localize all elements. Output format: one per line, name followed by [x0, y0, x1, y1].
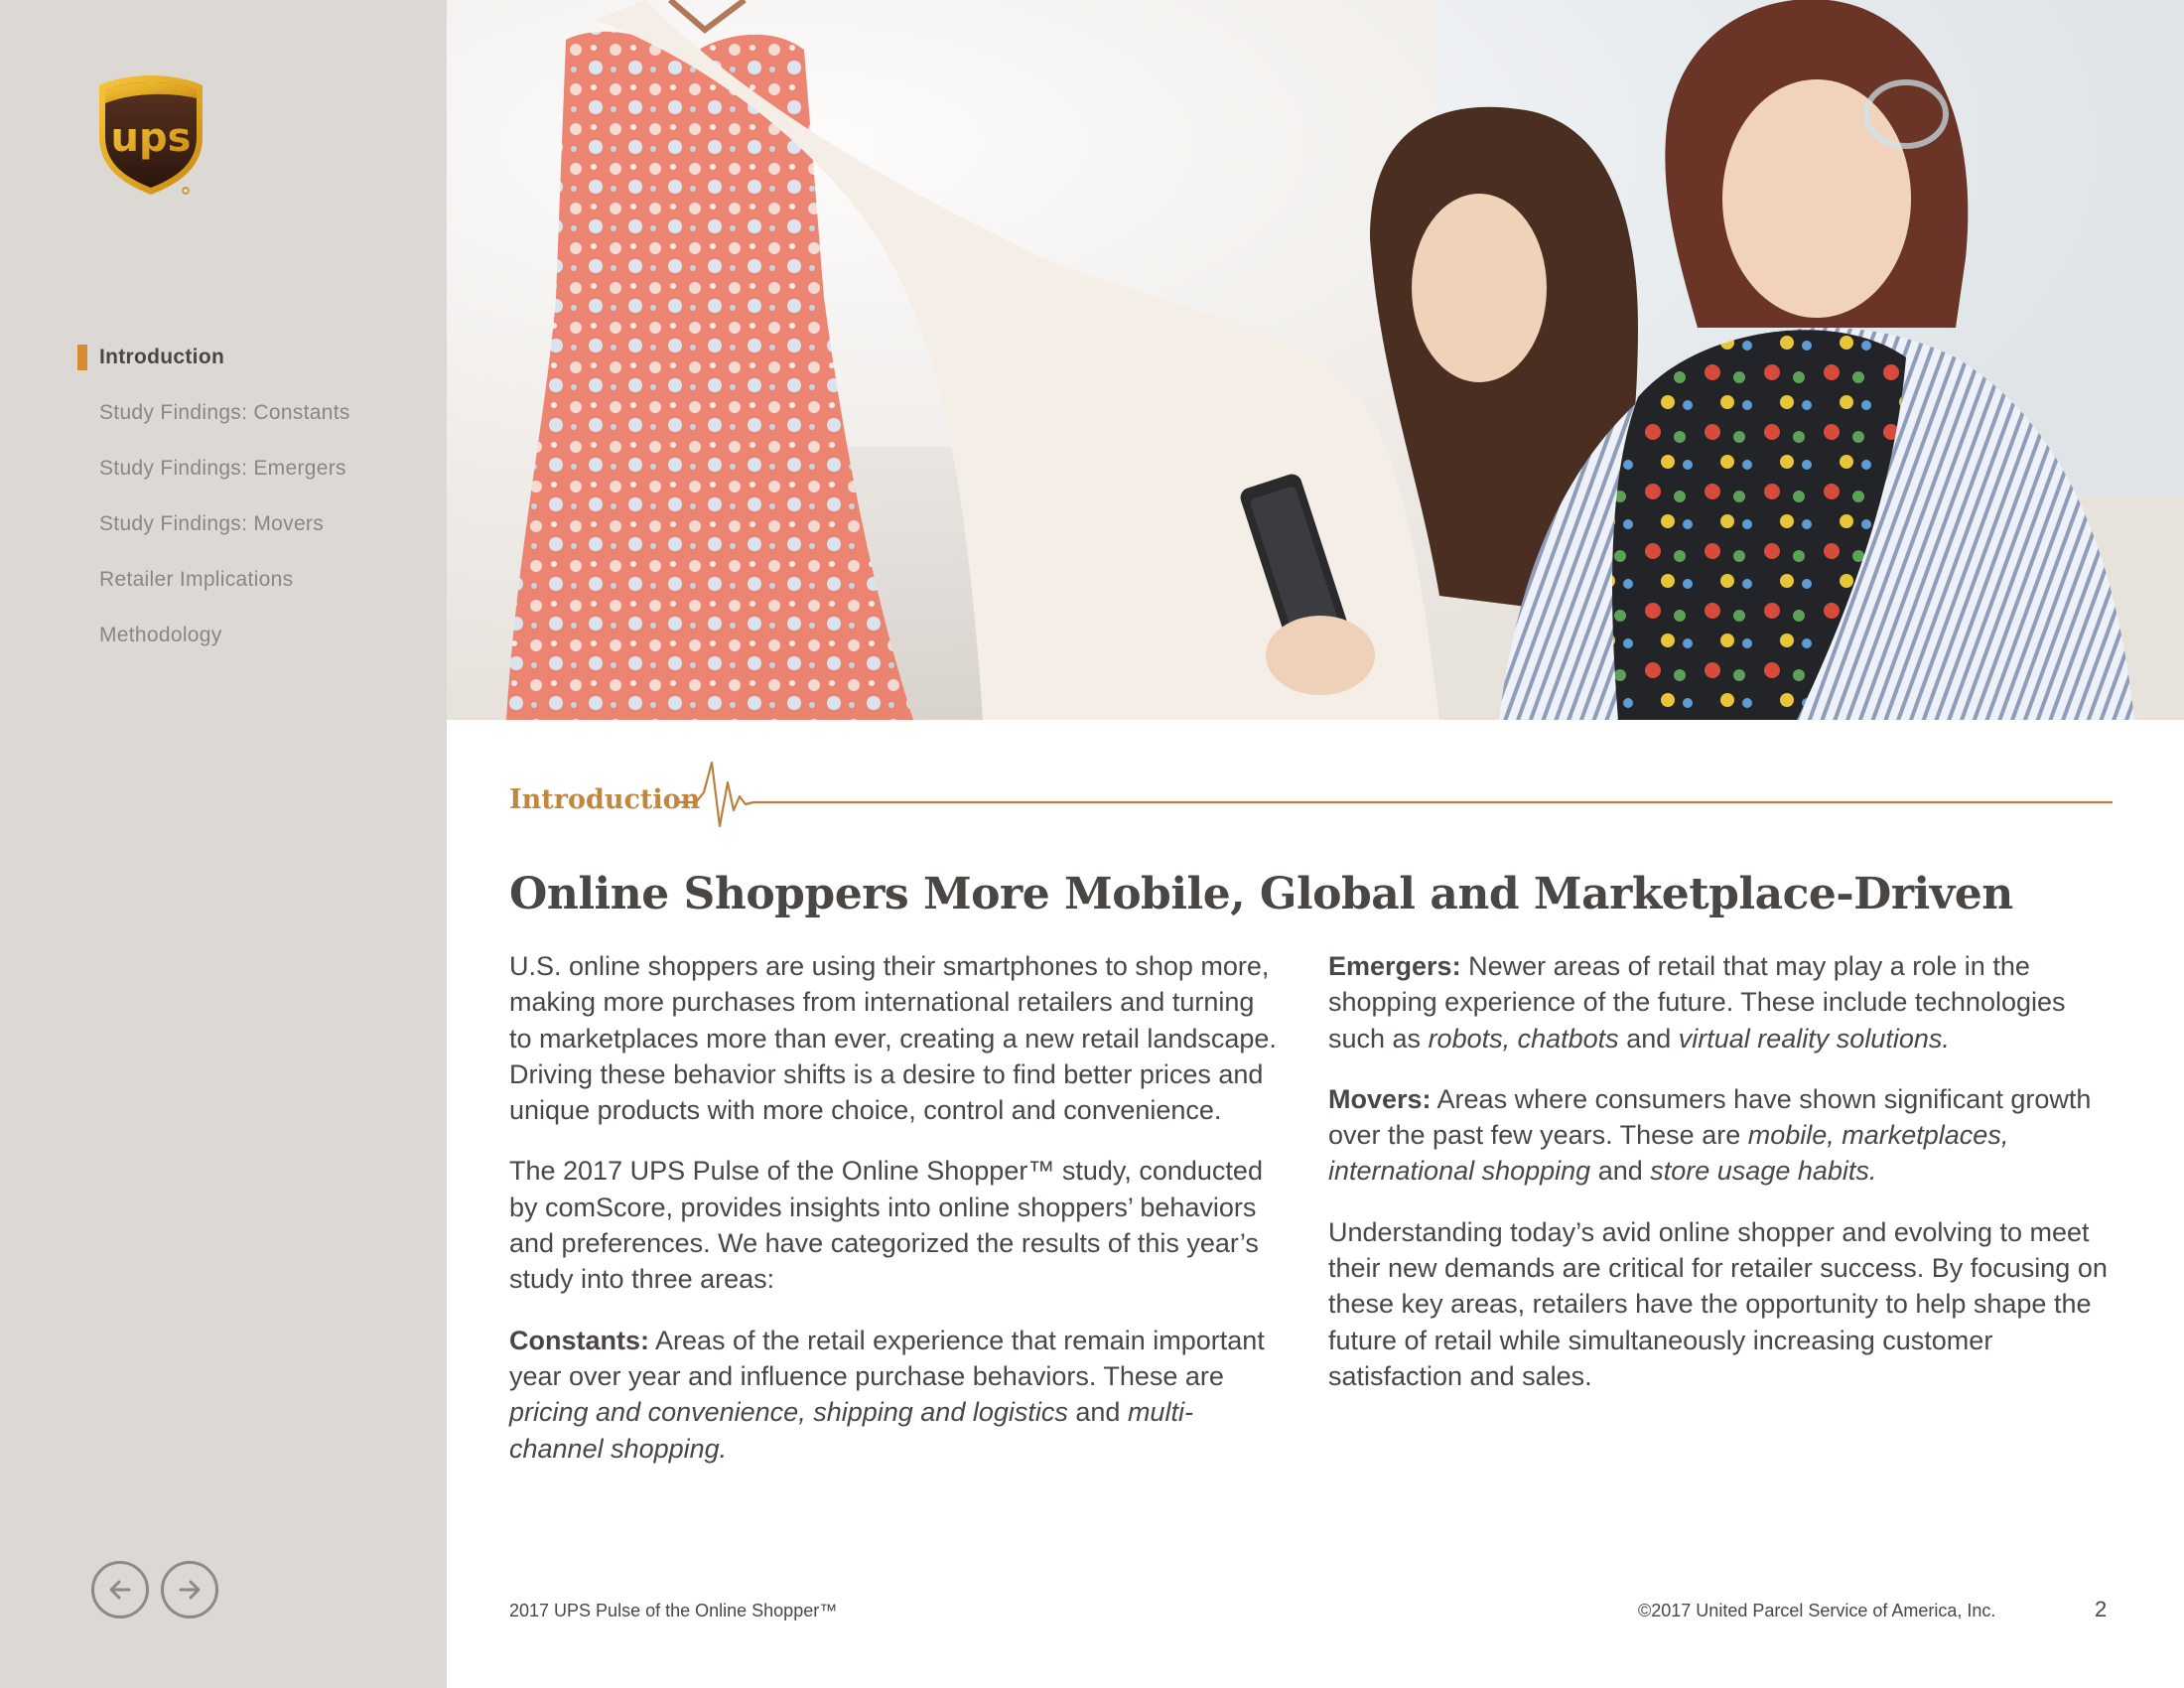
hero-photo	[447, 0, 2184, 720]
previous-page-button[interactable]	[91, 1561, 149, 1618]
section-nav	[77, 338, 350, 671]
next-page-button[interactable]	[161, 1561, 218, 1618]
ups-logo[interactable]	[95, 71, 206, 199]
movers-term: Movers:	[1328, 1083, 1432, 1114]
right-column	[1328, 948, 2113, 1419]
arrow-right-icon	[175, 1575, 205, 1605]
nav-item-movers[interactable]: Study Findings: Movers	[99, 512, 325, 535]
nav-item-emergers[interactable]: Study Findings: Emergers	[99, 457, 346, 480]
study-paragraph: The 2017 UPS Pulse of the Online Shopper™ study, conducted by comScore, provides insights into online shoppers’ behaviors and preferences. We have categorized the results of this year’s study into three areas:	[509, 1156, 1263, 1295]
closing-paragraph: Understanding today’s avid online shopper and evolving to meet their new demands are critical for retailer success. By focusing on these key areas, retailers have the opportunity to help shape the future of retail while simultaneously increasing customer satisfaction and sales.	[1328, 1216, 2108, 1391]
pulse-line-icon	[678, 755, 2113, 834]
section-header	[509, 755, 2113, 834]
emergers-term: Emergers:	[1328, 951, 1461, 981]
page-number: 2	[2095, 1597, 2108, 1621]
sidebar	[0, 0, 447, 1688]
page-navigation	[91, 1561, 218, 1618]
nav-item-retailer-implications[interactable]: Retailer Implications	[99, 568, 294, 591]
section-label: Introduction	[509, 784, 701, 815]
footer-study-title: 2017 UPS Pulse of the Online Shopper™	[509, 1601, 838, 1620]
footer-copyright: ©2017 United Parcel Service of America, Inc.	[1638, 1601, 1996, 1620]
intro-paragraph: U.S. online shoppers are using their smartphones to shop more, making more purchases from international retailers and turning to marketplaces more than ever, creating a new retail landscape. Driving these behavior shifts is a desire to find better prices and unique products with more choice, control and convenience.	[509, 951, 1277, 1126]
emergers-paragraph: Emergers: Newer areas of retail that may play a role in the shopping experience of the future. These include technologies such as robots, chatbots and virtual reality solutions.	[1328, 951, 2066, 1054]
arrow-left-icon	[105, 1575, 135, 1605]
logo-text: ups	[110, 115, 192, 161]
nav-item-introduction[interactable]: Introduction	[77, 338, 350, 393]
page-title: Online Shoppers More Mobile, Global and Marketplace-Driven	[509, 869, 2013, 919]
constants-paragraph: Constants: Areas of the retail experience that remain important year over year and influence purchase behaviors. These are pricing and convenience, shipping and logistics and multi-channel shopping.	[509, 1325, 1265, 1464]
left-column	[509, 948, 1284, 1491]
nav-item-constants[interactable]: Study Findings: Constants	[99, 401, 350, 424]
constants-term: Constants:	[509, 1325, 649, 1355]
movers-paragraph: Movers: Areas where consumers have shown significant growth over the past few years. These are mobile, marketplaces, international shopping and store usage habits.	[1328, 1083, 2092, 1187]
nav-item-methodology[interactable]: Methodology	[99, 624, 222, 646]
